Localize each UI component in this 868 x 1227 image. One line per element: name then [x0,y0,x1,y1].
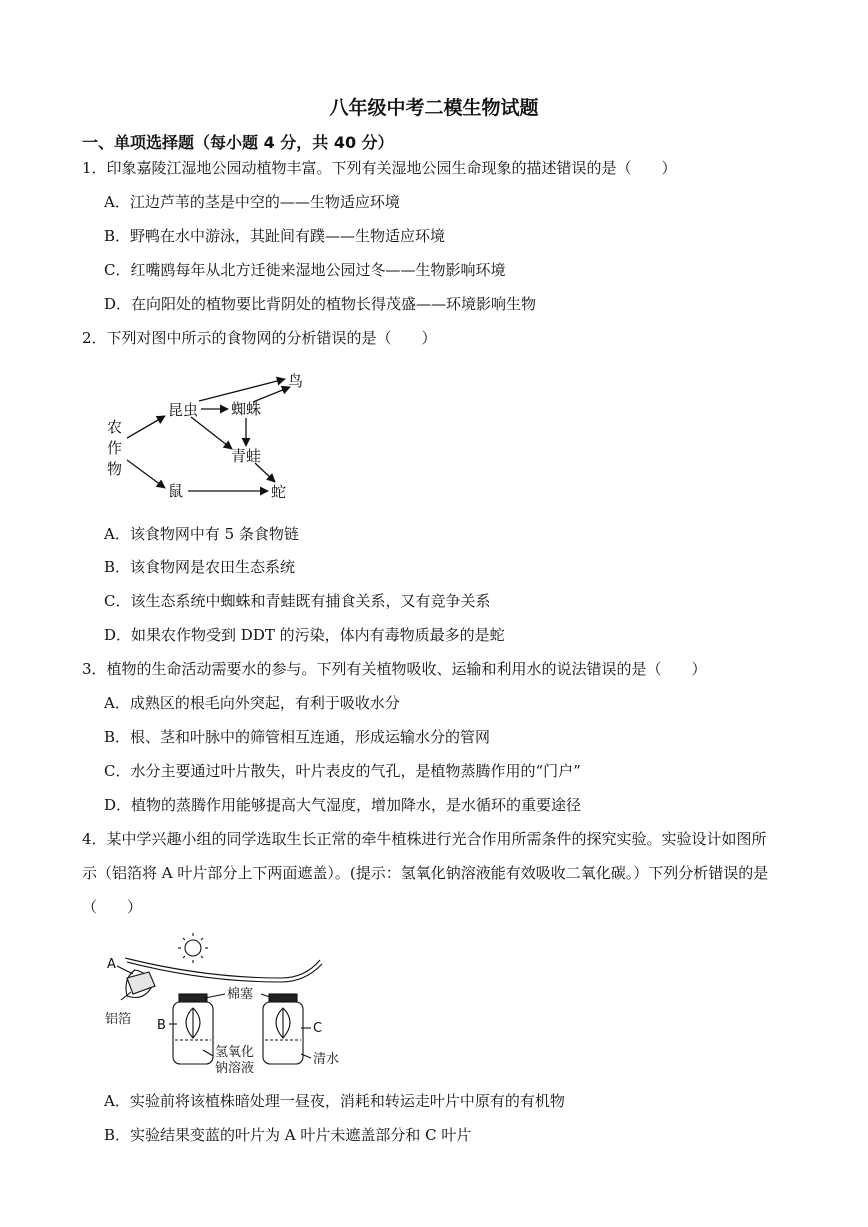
cotton-plug-c [269,994,297,1002]
question-2-option-a: A．该食物网中有 5 条食物链 [104,525,299,543]
arrow-crop-mouse [127,460,165,488]
food-web-crop-char-1: 农 [107,418,123,436]
section-heading: 一、单项选择题（每小题 4 分，共 40 分） [82,133,394,152]
aluminum-foil [127,972,155,994]
food-web-diagram [95,362,325,507]
question-2-option-d: D．如果农作物受到 DDT 的污染，体内有毒物质最多的是蛇 [104,626,505,644]
food-web-frog: 青蛙 [231,447,262,465]
food-web-insect: 昆虫 [168,401,199,419]
arrow-insect-frog [191,417,232,449]
cotton-plug-b [179,994,207,1002]
question-3-option-a: A．成熟区的根毛向外突起，有利于吸收水分 [104,694,400,712]
food-web-bird: 鸟 [288,372,304,390]
arrow-crop-insect [127,416,165,438]
label-a: A [107,957,116,972]
food-web-crop-char-2: 作 [107,439,123,457]
arrow-spider-bird [253,387,290,402]
experiment-diagram [105,928,355,1080]
arrow-frog-snake [255,463,275,482]
label-c: C [313,1021,323,1036]
label-water: 清水 [313,1052,340,1067]
food-web-mouse: 鼠 [168,482,184,500]
question-1-option-a: A．江边芦苇的茎是中空的——生物适应环境 [104,193,400,211]
question-3-option-d: D．植物的蒸腾作用能够提高大气湿度，增加降水，是水循环的重要途径 [104,796,582,814]
question-2-option-b: B．该食物网是农田生态系统 [104,558,296,576]
question-1-option-b: B．野鸭在水中游泳，其趾间有蹼——生物适应环境 [104,227,446,245]
food-web-spider: 蜘蛛 [231,400,262,418]
question-1-option-c: C．红嘴鸥每年从北方迁徙来湿地公园过冬——生物影响环境 [104,261,506,279]
question-4-stem-line-3: （ ） [82,898,143,916]
label-naoh-line-1: 氢氧化 [215,1045,255,1060]
food-web-snake: 蛇 [271,483,287,501]
question-4-option-a: A．实验前将该植株暗处理一昼夜，消耗和转运走叶片中原有的有机物 [104,1092,565,1110]
label-naoh-line-2: 钠溶液 [215,1061,255,1076]
question-4-stem-line-1: 4．某中学兴趣小组的同学选取生长正常的牵牛植株进行光合作用所需条件的探究实验。实验设计如图所 [82,830,767,848]
page-title: 八年级中考二模生物试题 [329,97,539,119]
question-4-stem-line-2: 示（铝箔将 A 叶片部分上下两面遮盖）。(提示：氢氧化钠溶液能有效吸收二氧化碳。）下列分析错误的是 [82,864,769,882]
question-3-option-b: B．根、茎和叶脉中的筛管相互连通，形成运输水分的管网 [104,728,491,746]
question-4-option-b: B．实验结果变蓝的叶片为 A 叶片未遮盖部分和 C 叶片 [104,1126,472,1144]
label-cotton: 棉塞 [227,987,254,1002]
question-1-stem: 1．印象嘉陵江湿地公园动植物丰富。下列有关湿地公园生命现象的描述错误的是（ ） [82,159,677,177]
question-2-option-c: C．该生态系统中蜘蛛和青蛙既有捕食关系，又有竞争关系 [104,592,491,610]
question-3-option-c: C．水分主要通过叶片散失，叶片表皮的气孔，是植物蒸腾作用的“门户” [104,762,581,780]
food-web-crop-char-3: 物 [107,460,123,478]
arrow-insect-bird [199,379,285,401]
question-3-stem: 3．植物的生命活动需要水的参与。下列有关植物吸收、运输和利用水的说法错误的是（ ） [82,660,707,678]
question-1-option-d: D．在向阳处的植物要比背阴处的植物长得茂盛——环境影响生物 [104,295,537,313]
label-b: B [157,1018,166,1033]
sun-icon [178,933,208,963]
question-2-stem: 2．下列对图中所示的食物网的分析错误的是（ ） [82,329,437,347]
label-foil: 铝箔 [105,1012,132,1027]
